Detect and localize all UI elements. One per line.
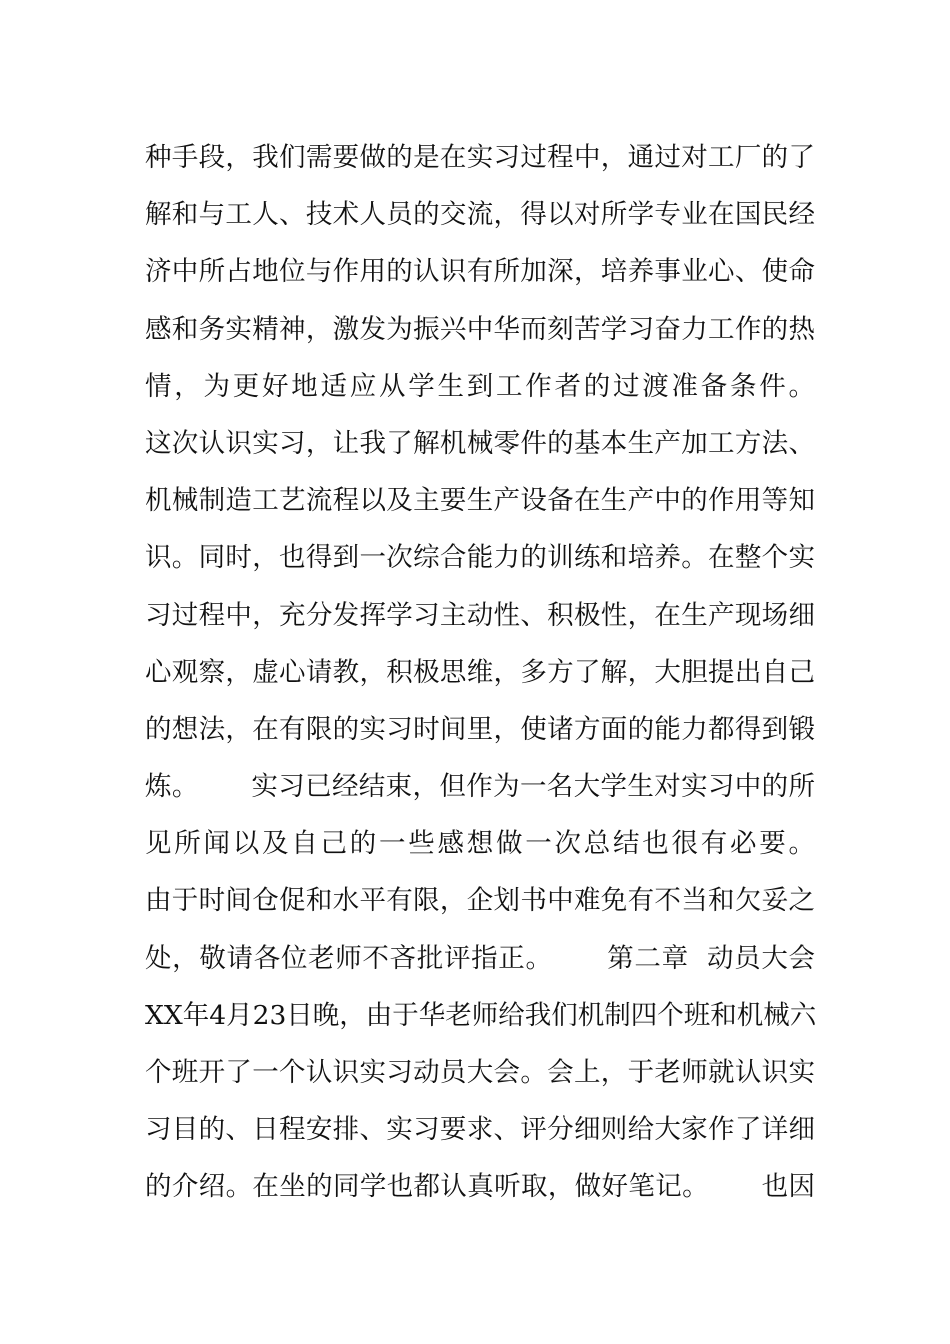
- text-line: 处，敬请各位老师不吝批评指正。 第二章 动员大会: [145, 942, 815, 974]
- text-line: 解和与工人、技术人员的交流，得以对所学专业在国民经: [145, 199, 815, 231]
- text-line: 由于时间仓促和水平有限，企划书中难免有不当和欠妥之: [145, 885, 815, 917]
- text-line: 这次认识实习，让我了解机械零件的基本生产加工方法、: [145, 427, 815, 459]
- text-line: 种手段，我们需要做的是在实习过程中，通过对工厂的了: [145, 142, 815, 173]
- text-line: 情，为更好地适应从学生到工作者的过渡准备条件。: [145, 370, 815, 402]
- text-line: 济中所占地位与作用的认识有所加深，培养事业心、使命: [145, 256, 815, 288]
- body-text: [145, 129, 815, 1216]
- text-line: 机械制造工艺流程以及主要生产设备在生产中的作用等知: [145, 485, 815, 517]
- text-line: 见所闻以及自己的一些感想做一次总结也很有必要。: [145, 828, 815, 860]
- text-line: 习目的、日程安排、实习要求、评分细则给大家作了详细: [145, 1114, 815, 1146]
- text-line: 感和务实精神，激发为振兴中华而刻苦学习奋力工作的热: [145, 313, 815, 345]
- text-line: 炼。 实习已经结束，但作为一名大学生对实习中的所: [145, 771, 815, 803]
- text-line: 的想法，在有限的实习时间里，使诸方面的能力都得到锻: [145, 713, 815, 745]
- text-line: XX年4月23日晚，由于华老师给我们机制四个班和机械六: [145, 999, 817, 1031]
- text-line: 习过程中，充分发挥学习主动性、积极性，在生产现场细: [145, 599, 815, 631]
- text-line: 心观察，虚心请教，积极思维，多方了解，大胆提出自己: [145, 656, 815, 688]
- text-line: 识。同时，也得到一次综合能力的训练和培养。在整个实: [145, 542, 815, 574]
- text-line: 的介绍。在坐的同学也都认真听取，做好笔记。 也因: [145, 1171, 815, 1203]
- text-line: 个班开了一个认识实习动员大会。会上，于老师就认识实: [145, 1057, 815, 1088]
